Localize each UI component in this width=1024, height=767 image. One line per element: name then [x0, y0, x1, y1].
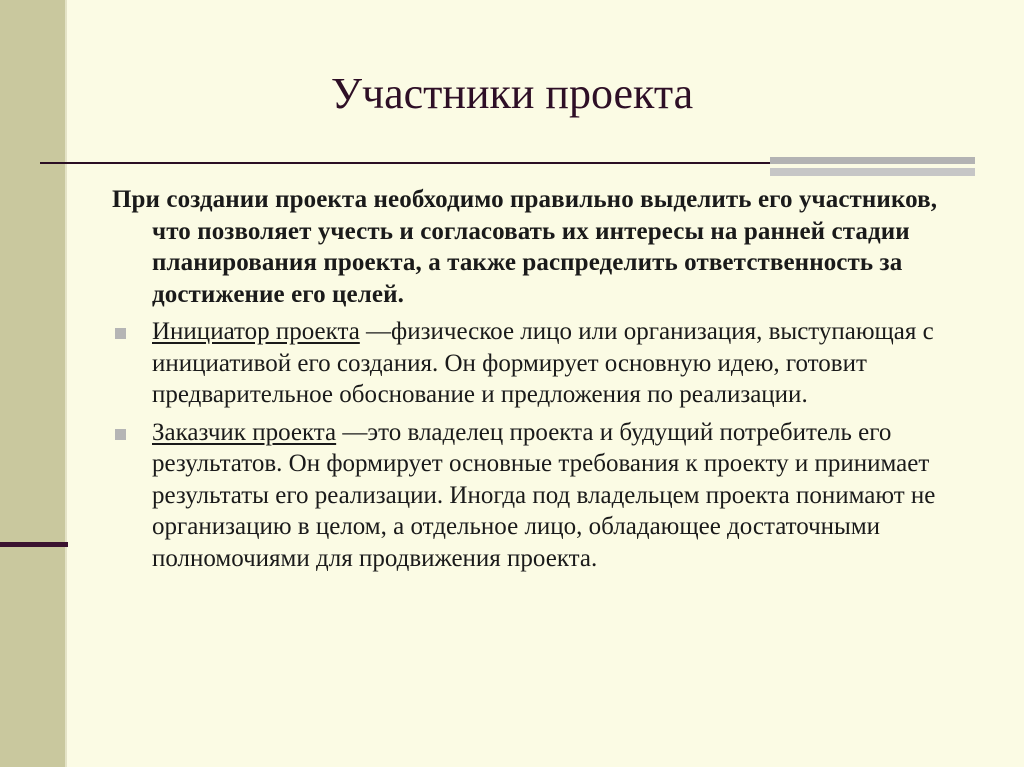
title-divider-accent — [770, 157, 975, 164]
term-customer: Заказчик проекта — [152, 418, 337, 446]
definition-customer: —это владелец проекта и будущий потребитель его результатов. Он формирует основные требования к проекту и принимает результаты его реализации. Иногда под владельцем проекта понимают не организацию в целом, а отдельное лицо, обладающее достаточными полномочиями для продвижения проекта. — [152, 418, 936, 572]
slide-title: Участники проекта — [330, 69, 694, 118]
list-item-customer — [112, 417, 972, 575]
slide-body — [112, 184, 972, 574]
title-divider-accent-lower — [770, 168, 975, 176]
definition-initiator: —физическое лицо или организация, выступающая с инициативой его создания. Он формирует основную идею, готовит предварительное обоснование и предложения по реализации. — [152, 318, 934, 408]
list-item-initiator — [112, 316, 972, 411]
term-initiator: Инициатор проекта — [152, 318, 360, 345]
square-bullet-icon — [115, 328, 126, 339]
square-bullet-icon — [115, 429, 126, 440]
left-decor-tick — [0, 542, 68, 547]
intro-paragraph: При создании проекта необходимо правильно выделить его участников, что позволяет учесть и согласовать их интересы на ранней стадии планирования проекта, а также распределить ответственность за достижение его целей. — [112, 186, 938, 308]
